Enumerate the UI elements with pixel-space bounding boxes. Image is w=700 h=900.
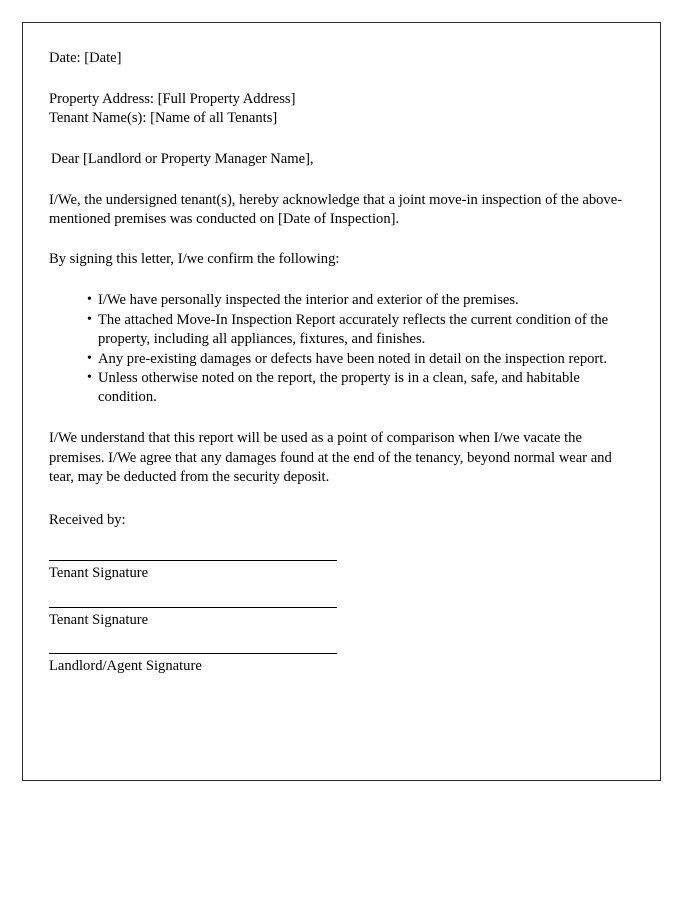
document-page — [22, 22, 661, 781]
signature-block-tenant-1 — [49, 560, 632, 582]
date-line: Date: [Date] — [49, 50, 122, 66]
list-item: • Unless otherwise noted on the report, the property is in a clean, safe, and habitable condition. — [87, 369, 632, 407]
intro-paragraph: I/We, the undersigned tenant(s), hereby acknowledge that a joint move-in inspection of the above-mentioned premises was conducted on [Date of Inspection]. — [49, 191, 623, 228]
signature-block-tenant-2 — [49, 607, 632, 629]
confirmation-lead-in: By signing this letter, I/we confirm the following: — [49, 251, 340, 268]
signature-label: Tenant Signature — [49, 565, 149, 582]
signature-label: Landlord/Agent Signature — [49, 657, 202, 674]
signature-line[interactable] — [49, 653, 337, 654]
list-item: • Any pre-existing damages or defects have been noted in detail on the inspection report. — [87, 350, 632, 369]
signature-line[interactable] — [49, 560, 337, 561]
list-item: • I/We have personally inspected the interior and exterior of the premises. — [87, 291, 632, 310]
signature-block-landlord — [49, 653, 632, 675]
salutation-line: Dear [Landlord or Property Manager Name], — [51, 150, 314, 167]
tenant-names-line: Tenant Name(s): [Name of all Tenants] — [49, 109, 278, 126]
received-by-label: Received by: — [49, 512, 126, 529]
signature-section — [49, 560, 632, 675]
confirmation-list — [49, 291, 632, 408]
signature-label: Tenant Signature — [49, 611, 149, 628]
closing-paragraph: I/We understand that this report will be used as a point of comparison when I/we vacate the premises. I/We agree that any damages found at the end of the tenancy, beyond normal wear and tear, may be deducted from the security deposit. — [49, 430, 612, 485]
signature-line[interactable] — [49, 607, 337, 608]
document-body — [23, 23, 660, 675]
list-item: • The attached Move-In Inspection Report accurately reflects the current condition of the property, including all appliances, fixtures, and finishes. — [87, 311, 632, 349]
recipient-details-block — [49, 90, 632, 127]
property-address-line: Property Address: [Full Property Address] — [49, 91, 296, 108]
